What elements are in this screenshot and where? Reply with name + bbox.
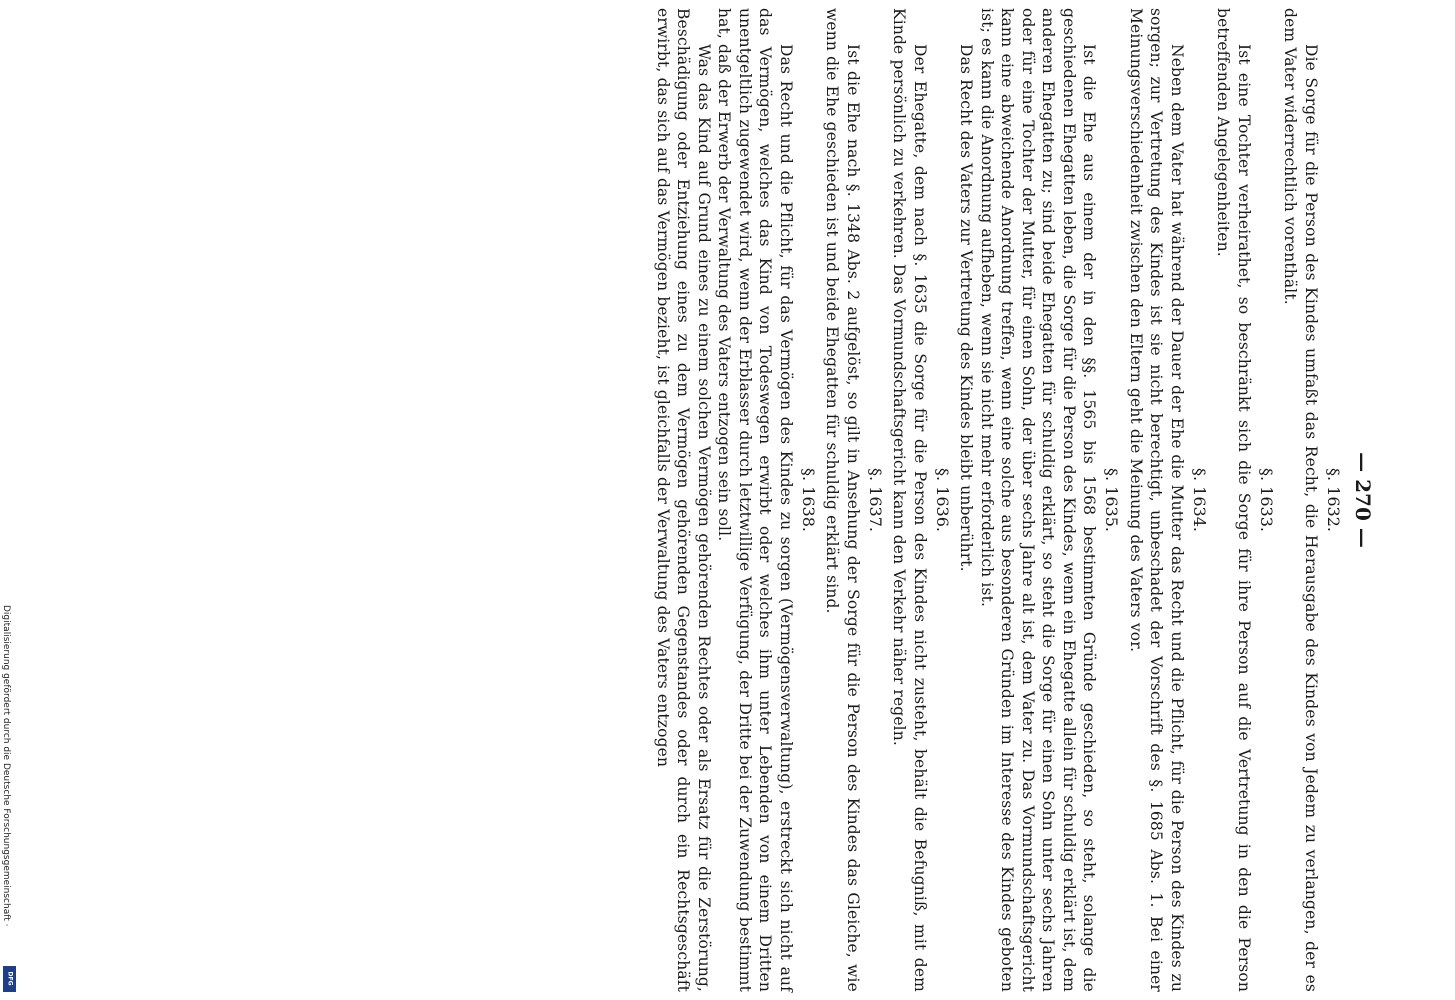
paragraph: Die Sorge für die Person des Kindes umfaßt das Recht, die Herausgabe des Kindes von Jedem zu verlangen, der es dem Vater widerrechtlich vorenthält. — [1281, 8, 1320, 992]
dfg-logo — [3, 966, 16, 992]
paragraph: Neben dem Vater hat während der Dauer der Ehe die Mutter das Recht und die Pflicht, für die Person des Kindes zu sorgen; zur Vertretung des Kindes ist sie nicht berechtigt, unbeschadet der Vorschrift des §. 1685 Abs. 1. Bei einer Meinungsverschiedenheit zwischen den Eltern geht die Meinung des Vaters vor. — [1127, 8, 1186, 992]
paragraph: Das Recht und die Pflicht, für das Vermögen des Kindes zu sorgen (Vermögensverwaltung), erstreckt sich nicht auf das Vermögen, welches das Kind von Todeswegen erwirbt oder welches ihm unter Lebenden von einem Dritten unentgeltlich zugewendet wird, wenn der Erblasser durch letztwillige Verfügung, der Dritte bei der Zuwendung bestimmt hat, daß der Erwerb der Verwaltung des Vaters entzogen sein soll. — [715, 8, 795, 992]
paragraph: Ist die Ehe nach §. 1348 Abs. 2 aufgelöst, so gilt in Ansehung der Sorge für die Person des Kindes das Gleiche, wie wenn die Ehe geschieden ist und beide Ehegatten für schuldig erklärt sind. — [823, 8, 862, 992]
paragraph: Ist eine Tochter verheirathet, so beschränkt sich die Sorge für ihre Person auf die Vertretung in den die Person betreffenden Angelegenheiten. — [1214, 8, 1253, 992]
paragraph: Was das Kind auf Grund eines zu einem solchen Vermögen gehörenden Rechtes oder als Ersatz für die Zerstörung, Beschädigung oder Entziehung eines zu dem Vermögen gehörenden Gegenstandes oder durch ein Rechtsgeschäft erwirbt, das sich auf das Vermögen bezieht, ist gleichfalls der Verwaltung des Vaters entzogen — [654, 8, 713, 992]
paragraph: Der Ehegatte, dem nach §. 1635 die Sorge für die Person des Kindes nicht zusteht, behält die Befugniß, mit dem Kinde persönlich zu verkehren. Das Vormundschaftsgericht kann den Verkehr näher regeln. — [890, 8, 929, 992]
section-heading: §. 1638. — [799, 468, 818, 532]
dfg-logo-text: DFG — [6, 971, 14, 986]
section-heading: §. 1637. — [866, 468, 885, 532]
paragraph: Ist die Ehe aus einem der in den §§. 1565 bis 1568 bestimmten Gründe geschieden, so steht, solange die geschiedenen Ehegatten leben, die Sorge für die Person des Kindes, wenn ein Ehegatte allein für schuldig erklärt ist, dem anderen Ehegatten zu; sind beide Ehegatten für schuldig erklärt, so steht die Sorge für einen Sohn unter sechs Jahren oder für eine Tochter der Mutter, für einen Sohn, der über sechs Jahre alt ist, dem Vater zu. Das Vormundschaftsgericht kann eine abweichende Anordnung treffen, wenn eine solche aus besonderen Gründen im Interesse des Kindes geboten ist; es kann die Anordnung aufheben, wenn sie nicht mehr erforderlich ist. — [978, 8, 1099, 992]
section-heading: §. 1632. — [1324, 468, 1343, 532]
document-body — [653, 8, 1346, 992]
section-heading: §. 1633. — [1257, 468, 1276, 532]
page-number: — 270 — — [1351, 452, 1375, 548]
section-heading: §. 1635. — [1102, 468, 1122, 532]
footer-credit-text: Digitalisierung gefördert durch die Deutsche Forschungsgemeinschaft · — [1, 605, 11, 927]
digitization-footer — [2, 606, 18, 996]
section-heading: §. 1634. — [1190, 468, 1209, 532]
rotated-document-page — [77, 0, 1377, 1000]
paragraph: Das Recht des Vaters zur Vertretung des Kindes bleibt unberührt. — [957, 44, 976, 572]
section-heading: §. 1636. — [933, 468, 952, 532]
